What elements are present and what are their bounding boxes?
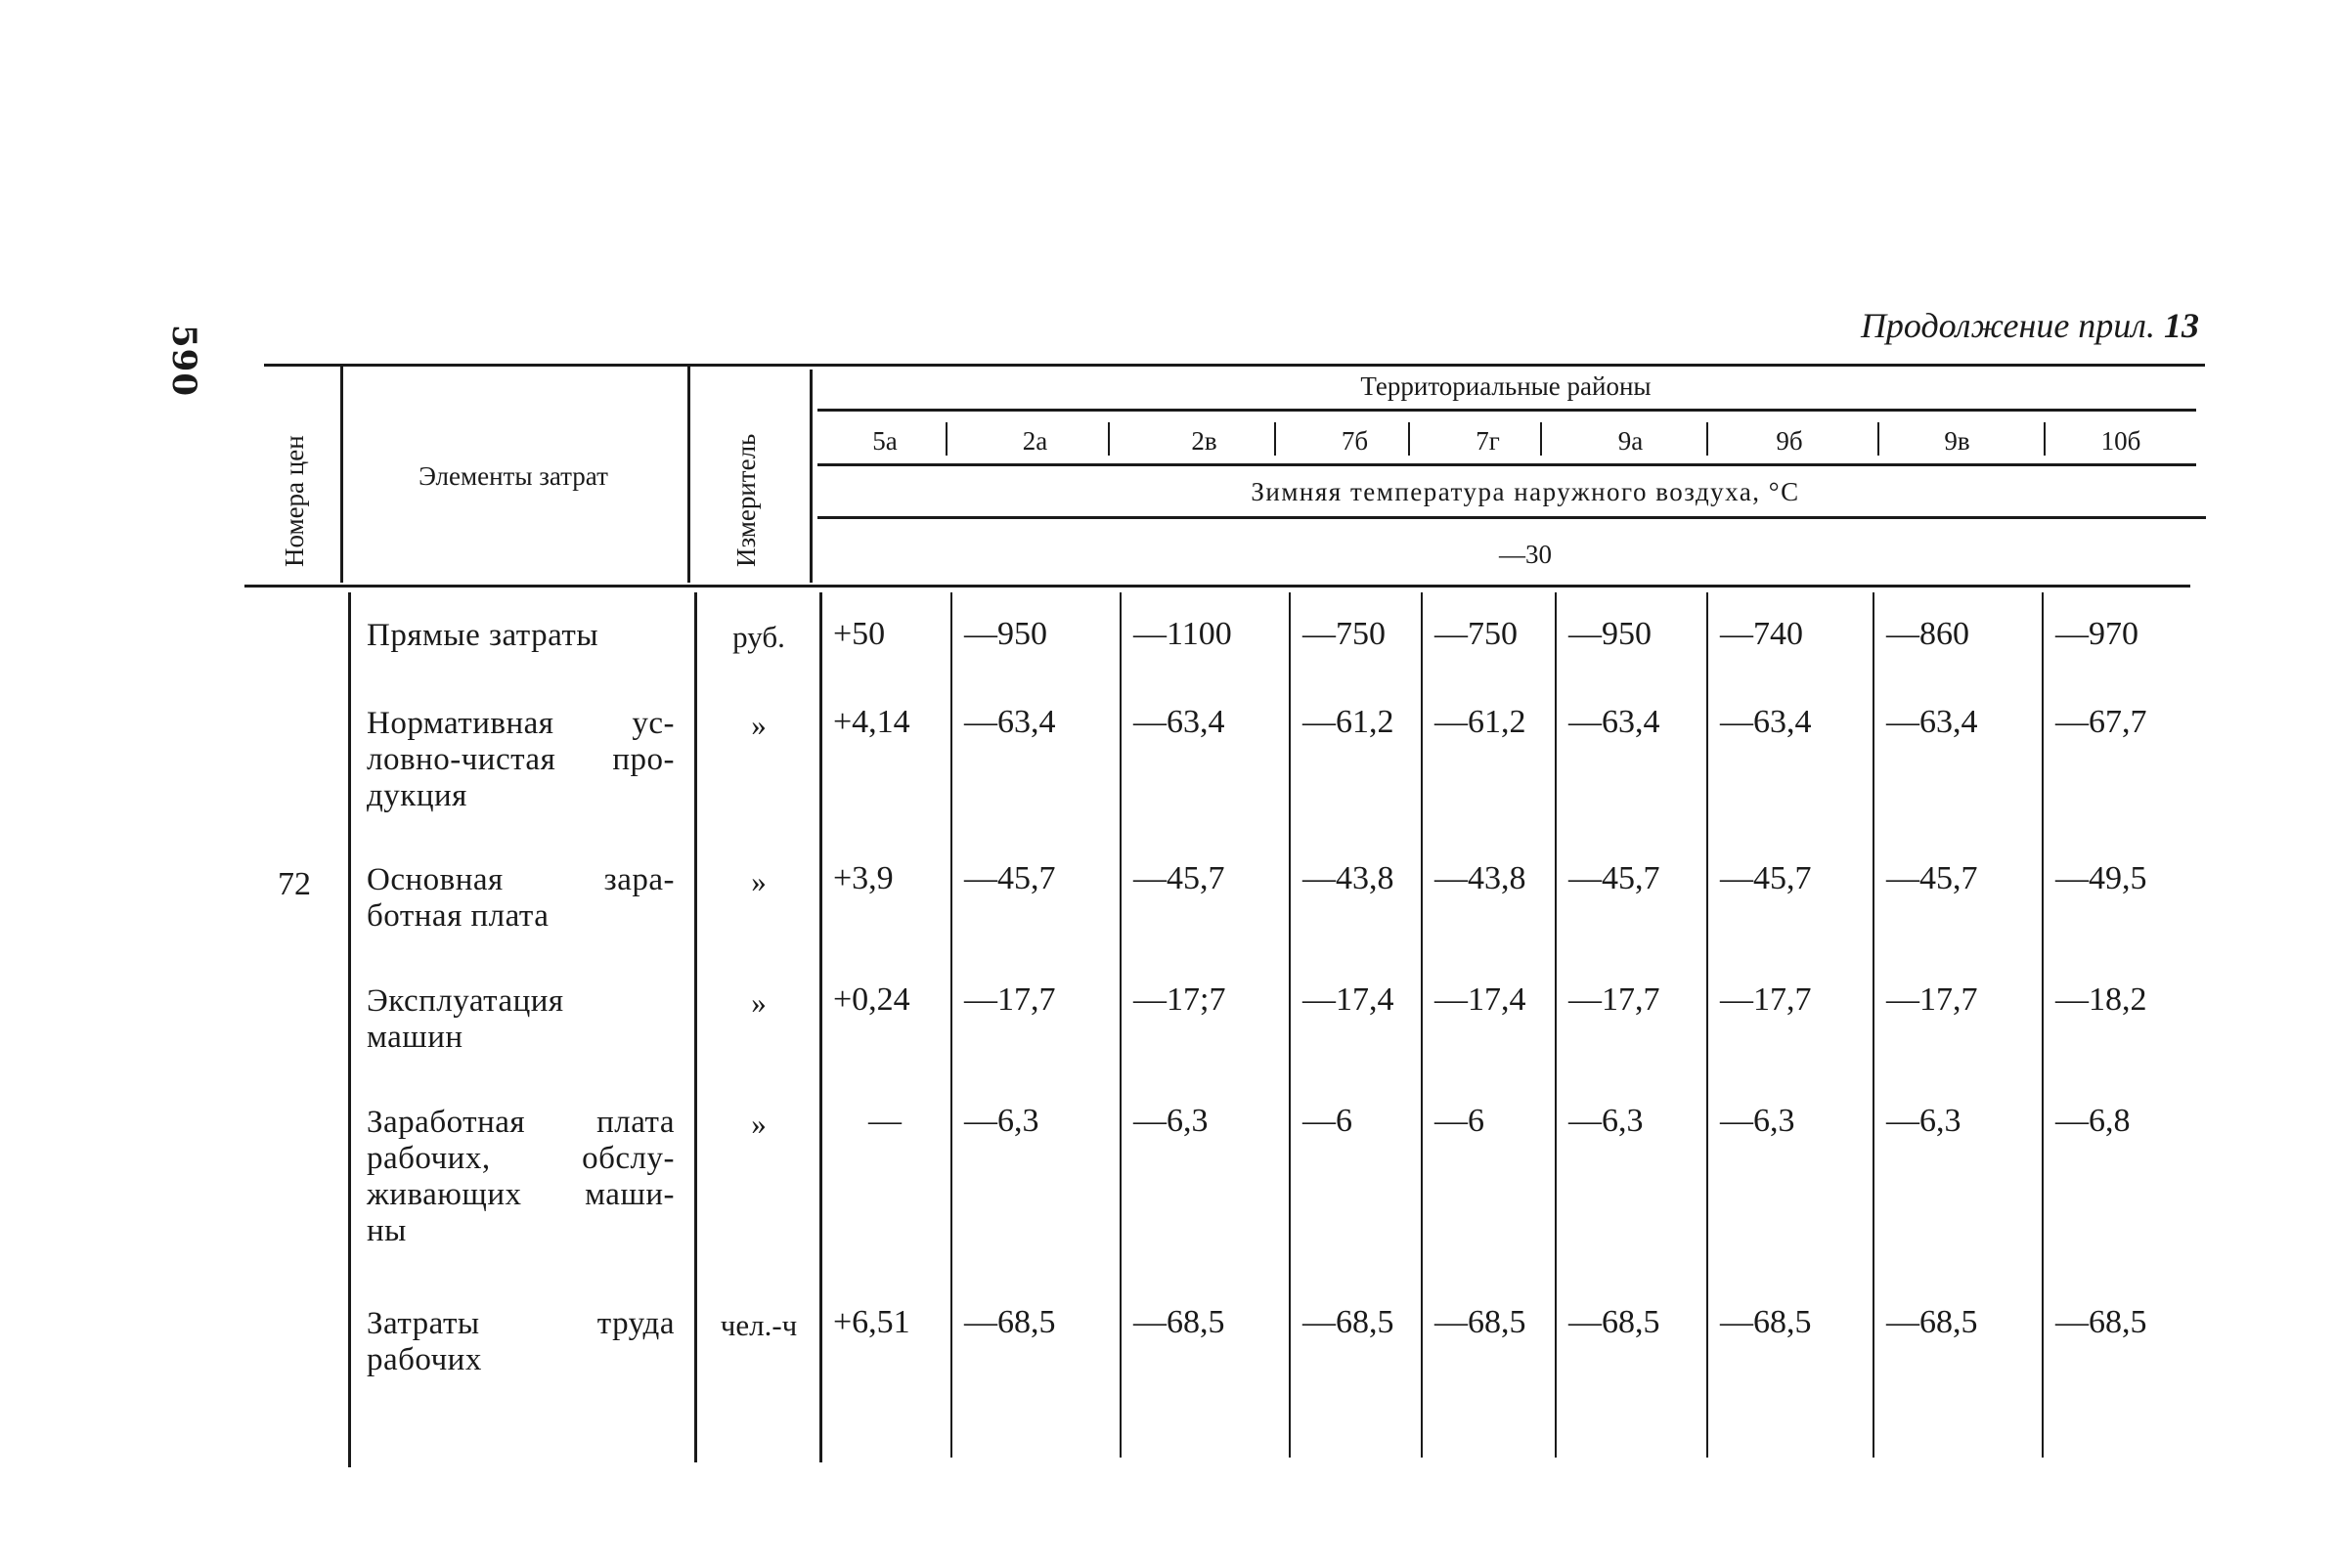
cost-element-label: [367, 1105, 675, 1249]
temperature-rule: [817, 516, 2206, 519]
value-cell: —17,4: [1302, 981, 1394, 1018]
value-cell: —6,3: [1886, 1103, 1961, 1139]
value-cell: +6,51: [833, 1304, 910, 1340]
region-label: 2а: [1022, 426, 1048, 456]
value-cell: —45,7: [1720, 860, 1812, 896]
cost-element-line: рабочих: [367, 1342, 482, 1377]
regions-rule: [817, 463, 2196, 466]
value-cell: —63,4: [1568, 704, 1660, 740]
body-value-divider-6: [1706, 592, 1708, 1458]
value-cell: —61,2: [1302, 704, 1394, 740]
cost-element-line: рабочих, обслу-: [367, 1141, 675, 1176]
body-value-divider-2: [1120, 592, 1122, 1458]
value-cell: —17,7: [964, 981, 1056, 1018]
header-bottom-rule: [244, 585, 2190, 588]
value-cell: —49,5: [2055, 860, 2147, 896]
value-cell: —17,7: [1720, 981, 1812, 1018]
value-cell: —950: [964, 616, 1047, 652]
winter-temperature-value: —30: [1499, 540, 1552, 569]
value-cell: —6,3: [964, 1103, 1039, 1139]
cost-element-line: машин: [367, 1020, 463, 1055]
value-cell: —68,5: [1568, 1304, 1660, 1340]
body-value-divider-1: [950, 592, 952, 1458]
value-cell: —68,5: [964, 1304, 1056, 1340]
value-cell: —63,4: [1720, 704, 1812, 740]
value-cell: —750: [1302, 616, 1386, 652]
value-cell: —68,5: [1434, 1304, 1526, 1340]
unit-cell: »: [751, 864, 767, 898]
unit-cell: чел.-ч: [720, 1308, 798, 1342]
region-label: 9в: [1944, 426, 1970, 456]
cost-element-line: Основная зара-: [367, 862, 675, 897]
cost-element-label: [367, 862, 675, 935]
page-number: 590: [164, 325, 203, 397]
cost-element-label: [367, 618, 675, 654]
top-rule: [264, 364, 2205, 367]
body-value-divider-7: [1873, 592, 1874, 1458]
value-cell: —970: [2055, 616, 2138, 652]
cost-element-line: Эксплуатация: [367, 983, 564, 1019]
value-cell: —61,2: [1434, 704, 1526, 740]
value-cell: +4,14: [833, 704, 910, 740]
unit-cell: »: [751, 985, 767, 1020]
value-cell: —950: [1568, 616, 1652, 652]
unit-cell: руб.: [732, 620, 785, 654]
body-value-divider-3: [1289, 592, 1291, 1458]
value-cell: +0,24: [833, 981, 910, 1018]
header-divider-2: [687, 366, 690, 583]
value-cell: —6,3: [1133, 1103, 1209, 1139]
value-cell: —17,7: [1568, 981, 1660, 1018]
region-label: 7б: [1341, 426, 1369, 456]
unit-header: Измеритель: [731, 433, 761, 567]
value-cell: —6: [1434, 1103, 1484, 1139]
value-cell: —68,5: [1133, 1304, 1225, 1340]
value-cell: +50: [833, 616, 886, 652]
body-value-divider-5: [1555, 592, 1557, 1458]
value-cell: —17,7: [1886, 981, 1978, 1018]
region-label: 5а: [872, 426, 898, 456]
continuation-caption: [1861, 305, 2199, 346]
cost-element-label: [367, 706, 675, 814]
value-cell: —67,7: [2055, 704, 2147, 740]
value-cell: —63,4: [1133, 704, 1225, 740]
value-cell: —45,7: [1133, 860, 1225, 896]
value-cell: —6,3: [1720, 1103, 1795, 1139]
value-cell: —45,7: [1568, 860, 1660, 896]
price-number-cell: 72: [278, 866, 311, 902]
value-cell: —17;7: [1133, 981, 1226, 1018]
territorial-regions-header: Территориальные районы: [1360, 371, 1652, 401]
value-cell: —740: [1720, 616, 1803, 652]
cost-element-line: ловно-чистая про-: [367, 742, 675, 777]
region-label: 9а: [1617, 426, 1644, 456]
cost-element-label: [367, 983, 675, 1056]
value-cell: +3,9: [833, 860, 894, 896]
cost-element-line: живающих маши-: [367, 1177, 675, 1212]
unit-cell: »: [751, 708, 767, 742]
continuation-number: 13: [2164, 306, 2199, 345]
value-cell: —63,4: [1886, 704, 1978, 740]
cost-element-line: ботная плата: [367, 898, 550, 934]
price-number-header: Номера цен: [280, 435, 309, 567]
value-cell: —68,5: [2055, 1304, 2147, 1340]
value-cell: —18,2: [2055, 981, 2147, 1018]
region-label: 2в: [1191, 426, 1217, 456]
value-cell: —68,5: [1886, 1304, 1978, 1340]
body-value-divider-4: [1421, 592, 1423, 1458]
region-label: 9б: [1776, 426, 1803, 456]
value-cell: —6,3: [1568, 1103, 1644, 1139]
unit-cell: »: [751, 1107, 767, 1141]
cost-elements-header: Элементы затрат: [419, 461, 608, 491]
cost-element-line: Затраты труда: [367, 1306, 675, 1341]
value-cell: —63,4: [964, 704, 1056, 740]
value-cell: —68,5: [1302, 1304, 1394, 1340]
region-label: 7г: [1476, 426, 1500, 456]
value-cell: —860: [1886, 616, 1969, 652]
region-label: 10б: [2100, 426, 2141, 456]
value-cell: —45,7: [964, 860, 1056, 896]
winter-temperature-header: Зимняя температура наружного воздуха, °С: [1251, 477, 1800, 506]
value-cell: —45,7: [1886, 860, 1978, 896]
cost-element-label: [367, 1306, 675, 1378]
value-cell: —750: [1434, 616, 1518, 652]
cost-element-line: Прямые затраты: [367, 618, 599, 653]
body-divider-elements: [348, 592, 351, 1467]
cost-element-line: дукция: [367, 778, 467, 813]
cost-element-line: ны: [367, 1213, 407, 1248]
cost-element-line: Заработная плата: [367, 1105, 675, 1140]
cost-element-line: Нормативная ус-: [367, 706, 675, 741]
territorial-rule: [817, 409, 2196, 412]
value-cell: —43,8: [1434, 860, 1526, 896]
continuation-label: Продолжение прил.: [1860, 306, 2155, 345]
value-cell: —1100: [1133, 616, 1232, 652]
value-cell: —68,5: [1720, 1304, 1812, 1340]
value-cell: —17,4: [1434, 981, 1526, 1018]
body-value-divider-8: [2042, 592, 2044, 1458]
value-cell: —43,8: [1302, 860, 1394, 896]
value-cell: —6,8: [2055, 1103, 2131, 1139]
value-cell: —: [868, 1103, 902, 1139]
value-cell: —6: [1302, 1103, 1352, 1139]
